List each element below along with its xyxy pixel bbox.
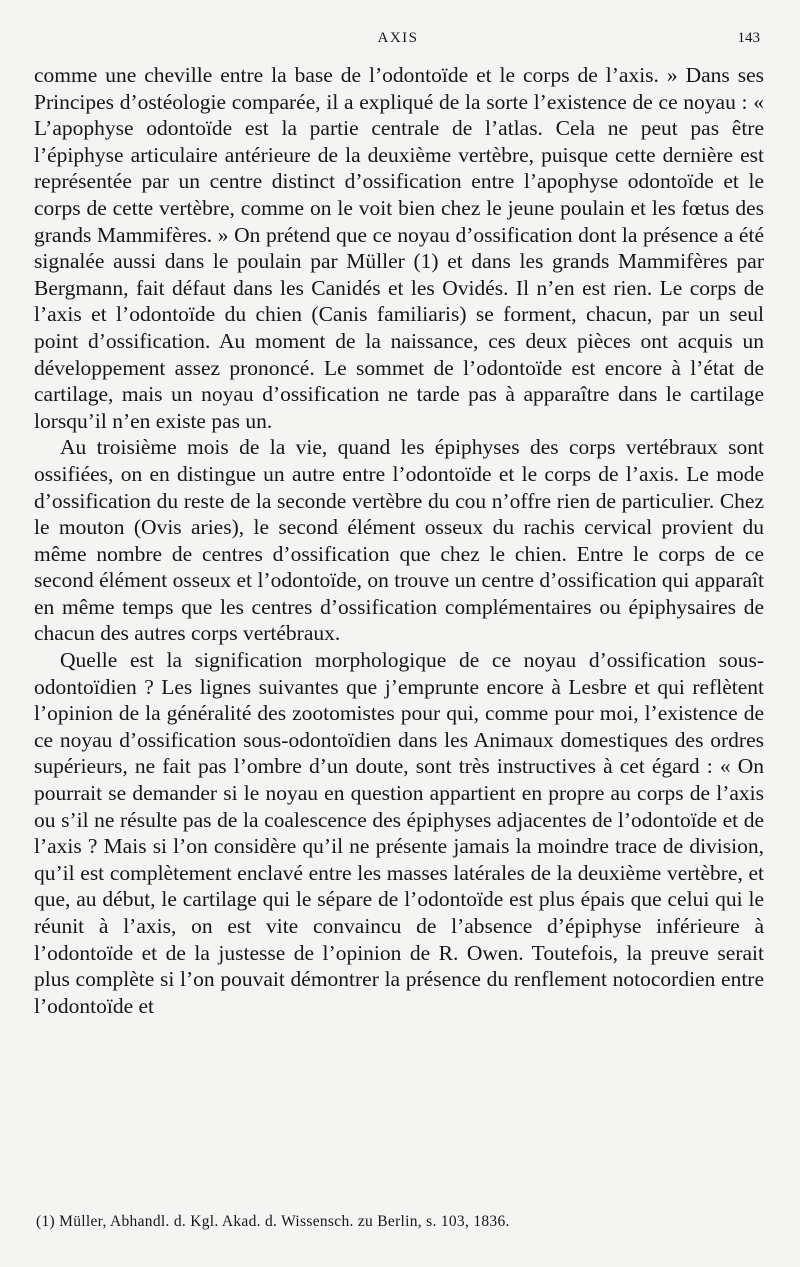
running-title: AXIS — [377, 30, 419, 46]
paragraph-2: Au troisième mois de la vie, quand les épiphyses des corps vertébraux sont ossifiées, on en distingue un autre entre l’odontoïde et le corps de l’axis. Le mode d’ossification du reste de la seconde vertèbre du cou n’offre rien de particulier. Chez le mouton (Ovis aries), le second élément osseux du rachis cervical provient du même nombre de centres d’ossification que chez le chien. Entre le corps de ce second élément osseux et l’odontoïde, on trouve un centre d’ossification qui apparaît en même temps que les centres d’ossification complémentaires ou épiphysaires de chacun des autres corps vertébraux. — [34, 435, 764, 646]
footnote: (1) Müller, Abhandl. d. Kgl. Akad. d. Wissensch. zu Berlin, s. 103, 1836. — [36, 1213, 510, 1230]
body-text — [34, 62, 764, 1019]
page-number: 143 — [737, 30, 760, 46]
paragraph-1: comme une cheville entre la base de l’odontoïde et le corps de l’axis. » Dans ses Principes d’ostéologie comparée, il a expliqué de la sorte l’existence de ce noyau : « L’apophyse odontoïde est la partie centrale de l’atlas. Cela ne peut pas être l’épiphyse articulaire antérieure de la deuxième vertèbre, puisque cette dernière est représentée par un centre distinct d’ossification entre l’apophyse odontoïde et le corps de cette vertèbre, comme on le voit bien chez le jeune poulain et les fœtus des grands Mammifères. » On prétend que ce noyau d’ossification dont la présence a été signalée aussi dans le poulain par Müller (1) et dans les grands Mammifères par Bergmann, fait défaut dans les Canidés et les Ovidés. Il n’en est rien. Le corps de l’axis et l’odontoïde du chien (Canis familiaris) se forment, chacun, par un seul point d’ossification. Au moment de la naissance, ces deux pièces ont acquis un développement assez prononcé. Le sommet de l’odontoïde est encore à l’état de cartilage, mais un noyau d’ossification ne tarde pas à apparaître dans le cartilage lorsqu’il n’en existe pas un. — [34, 63, 764, 433]
paragraph-3: Quelle est la signification morphologique de ce noyau d’ossification sous-odontoïdien ? Les lignes suivantes que j’emprunte encore à Lesbre et qui reflètent l’opinion de la généralité des zootomistes pour qui, comme pour moi, l’existence de ce noyau d’ossification sous-odontoïdien dans les Animaux domestiques des ordres supérieurs, ne fait pas l’ombre d’un doute, sont très instructives à cet égard : « On pourrait se demander si le noyau en question appartient en propre au corps de l’axis ou s’il ne résulte pas de la coalescence des épiphyses adjacentes de l’odontoïde et de l’axis ? Mais si l’on considère qu’il ne présente jamais la moindre trace de division, qu’il est complètement enclavé entre les masses latérales de la deuxième vertèbre, et que, au début, le cartilage qui le sépare de l’odontoïde est plus épais que celui qui le réunit à l’axis, on est vite convaincu de l’absence d’épiphyse inférieure à l’odontoïde et de la justesse de l’opinion de R. Owen. Toutefois, la preuve serait plus complète si l’on pouvait démontrer la présence du renflement notocordien entre l’odontoïde et — [34, 648, 764, 1018]
running-head — [34, 28, 762, 50]
